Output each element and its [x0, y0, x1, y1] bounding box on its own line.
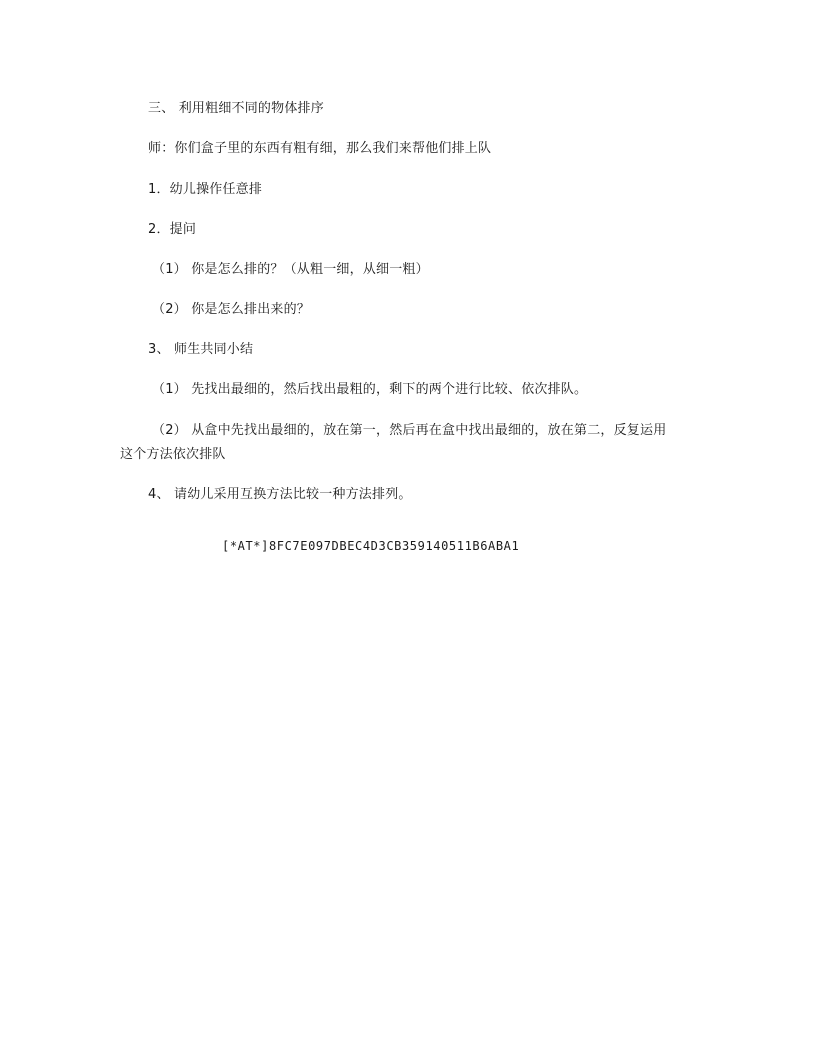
question-2-text: （2） 你是怎么排出来的？ [152, 302, 311, 317]
teacher-instruction: 师：你们盒子里的东西有粗有细，那么我们来帮他们排上队 [148, 141, 492, 156]
summary-1-text: （1） 先找出最细的，然后找出最粗的，剩下的两个进行比较、依次排队。 [152, 382, 588, 397]
section-heading: 三、 利用粗细不同的物体排序 [148, 101, 324, 116]
step-4-text: 4、 请幼儿采用互换方法比较一种方法排列。 [148, 487, 412, 502]
step-3-text: 3、 师生共同小结 [148, 342, 254, 357]
step-2-text: 2．提问 [148, 222, 197, 237]
summary-2-text-line-2: 这个方法依次排队 [120, 447, 226, 462]
question-1-text: （1） 你是怎么排的？（从粗一细，从细一粗） [152, 262, 429, 277]
summary-2-text-line-1: （2） 从盒中先找出最细的，放在第一，然后再在盒中找出最细的，放在第二，反复运用 [152, 423, 667, 438]
step-1-text: 1．幼儿操作任意排 [148, 182, 263, 197]
document-code: [*AT*]8FC7E097DBEC4D3CB359140511B6ABA1 [222, 539, 520, 553]
